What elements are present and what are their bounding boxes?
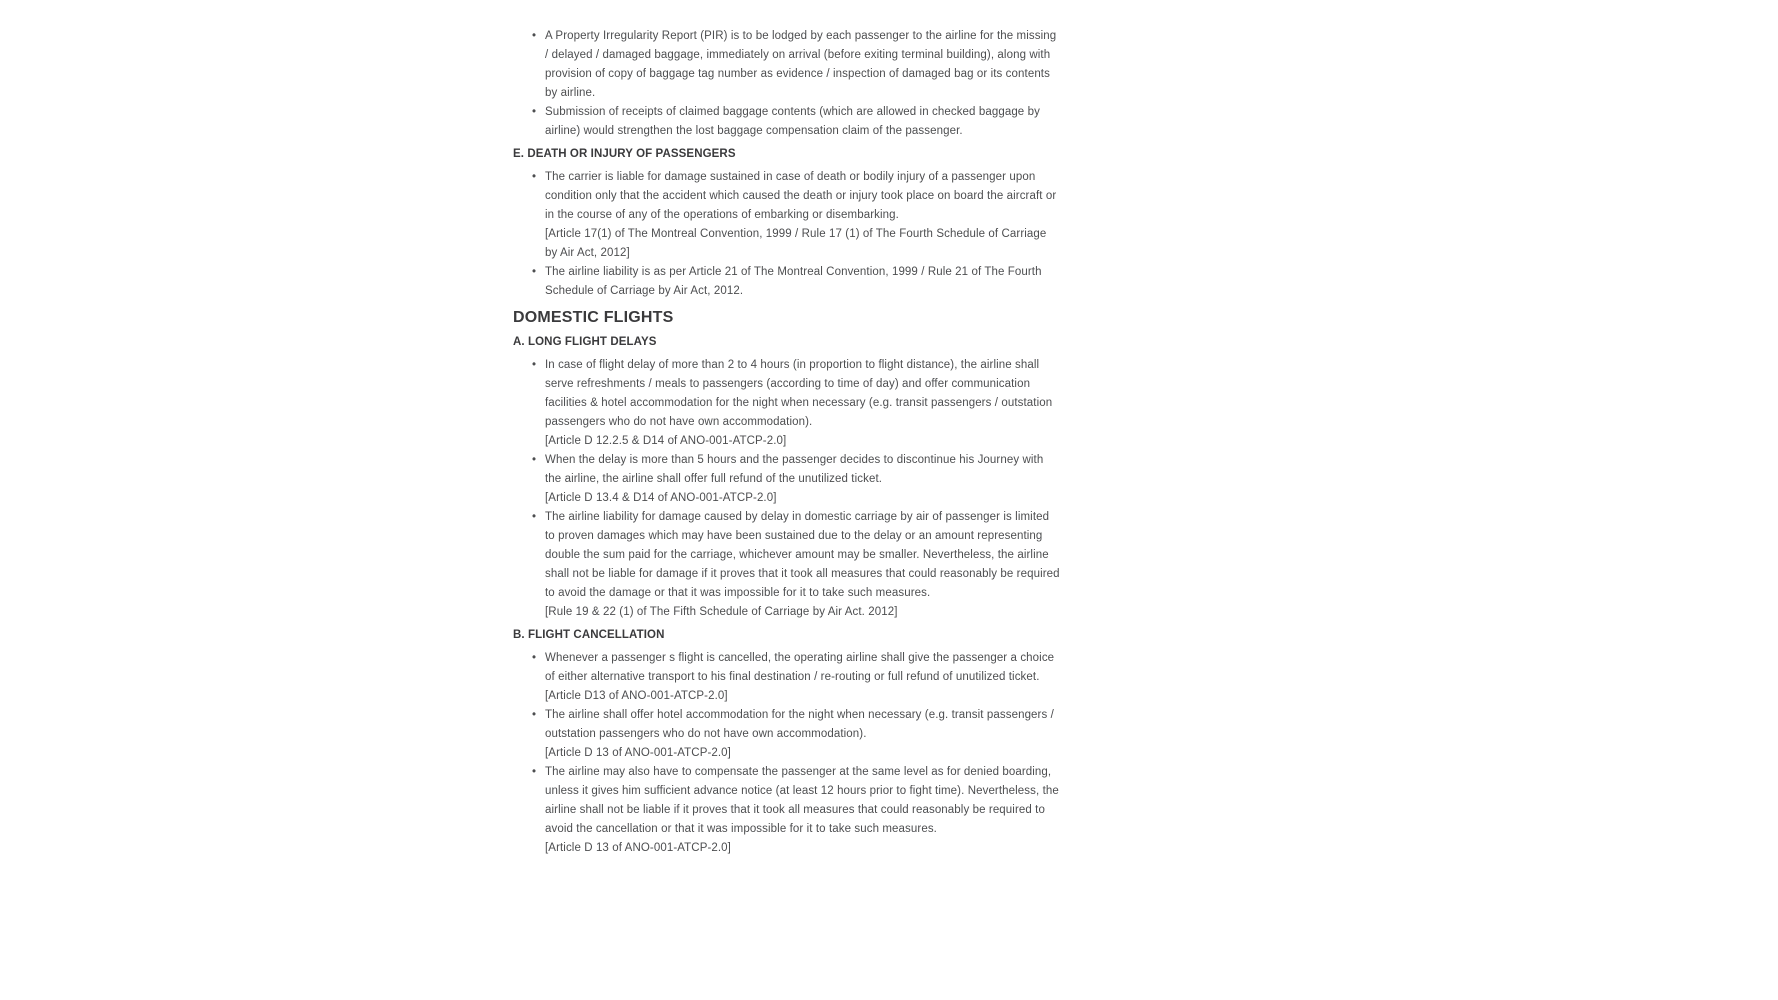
bullet-text: In case of flight delay of more than 2 to 4 hours (in proportion to flight distance), the airline shall serve refreshments / meals to passengers (according to time of day) and offer communication facilities & hotel accommodation for the night when necessary (e.g. transit passengers / outstation passengers who do not have own accommodation). (545, 359, 1053, 428)
death-injury-bullet-list (513, 168, 1061, 301)
baggage-claim-bullet-list (513, 27, 1061, 141)
bullet-text: The airline liability for damage caused by delay in domestic carriage by air of passenger is limited to proven damages which may have been sustained due to the delay or an amount representing double the sum paid for the carriage, whichever amount may be smaller. Nevertheless, the airline shall not be liable for damage if it proves that it took all measures that could reasonably be required to avoid the damage or that it was impossible for it to take such measures. (545, 511, 1060, 599)
list-item (545, 356, 1061, 451)
bullet-text: The airline shall offer hotel accommodation for the night when necessary (e.g. transit passengers / outstation passengers who do not have own accommodation). (545, 709, 1054, 740)
list-item (545, 263, 1061, 301)
citation-text: [Article D 13 of ANO-001-ATCP-2.0] (545, 842, 731, 854)
bullet-text: When the delay is more than 5 hours and the passenger decides to discontinue his Journey with the airline, the airline shall offer full refund of the unutilized ticket. (545, 454, 1044, 485)
list-item (545, 763, 1061, 858)
list-item (545, 168, 1061, 263)
list-item (545, 649, 1061, 706)
bullet-text: Submission of receipts of claimed baggage contents (which are allowed in checked baggage by airline) would strengthen the lost baggage compensation claim of the passenger. (545, 106, 1040, 137)
document-content-column (513, 27, 1061, 858)
section-heading-flight-cancellation: B. FLIGHT CANCELLATION (513, 629, 665, 641)
list-item (545, 508, 1061, 622)
bullet-text: The airline may also have to compensate the passenger at the same level as for denied boarding, unless it gives him sufficient advance notice (at least 12 hours prior to fight time). Nevertheless, the airline shall not be liable if it proves that it took all measures that could reasonably be required to avoid the cancellation or that it was impossible for it to take such measures. (545, 766, 1059, 835)
section-heading-death-or-injury: E. DEATH OR INJURY OF PASSENGERS (513, 148, 736, 160)
flight-cancellation-bullet-list (513, 649, 1061, 858)
list-item (545, 27, 1061, 103)
bullet-text: The airline liability is as per Article 21 of The Montreal Convention, 1999 / Rule 21 of The Fourth Schedule of Carriage by Air Act, 2012. (545, 266, 1042, 297)
citation-text: [Article D 12.2.5 & D14 of ANO-001-ATCP-2.0] (545, 435, 787, 447)
list-item (545, 706, 1061, 763)
citation-text: [Article D 13 of ANO-001-ATCP-2.0] (545, 747, 731, 759)
citation-text: [Article D 13.4 & D14 of ANO-001-ATCP-2.0] (545, 492, 777, 504)
citation-text: [Article 17(1) of The Montreal Convention, 1999 / Rule 17 (1) of The Fourth Schedule of Carriage by Air Act, 2012] (545, 228, 1047, 259)
bullet-text: The carrier is liable for damage sustained in case of death or bodily injury of a passenger upon condition only that the accident which caused the death or injury took place on board the aircraft or in the course of any of the operations of embarking or disembarking. (545, 171, 1057, 221)
citation-text: [Article D13 of ANO-001-ATCP-2.0] (545, 690, 728, 702)
flight-delays-bullet-list (513, 356, 1061, 622)
list-item (545, 451, 1061, 508)
bullet-text: A Property Irregularity Report (PIR) is to be lodged by each passenger to the airline for the missing / delayed / damaged baggage, immediately on arrival (before exiting terminal building), along with provision of copy of baggage tag number as evidence / inspection of damaged bag or its contents by airline. (545, 30, 1057, 99)
citation-text: [Rule 19 & 22 (1) of The Fifth Schedule of Carriage by Air Act. 2012] (545, 606, 898, 618)
list-item (545, 103, 1061, 141)
bullet-text: Whenever a passenger s flight is cancelled, the operating airline shall give the passenger a choice of either alternative transport to his final destination / re-routing or full refund of unutilized ticket. (545, 652, 1055, 683)
page-title-domestic-flights: DOMESTIC FLIGHTS (513, 309, 674, 326)
section-heading-long-flight-delays: A. LONG FLIGHT DELAYS (513, 336, 657, 348)
